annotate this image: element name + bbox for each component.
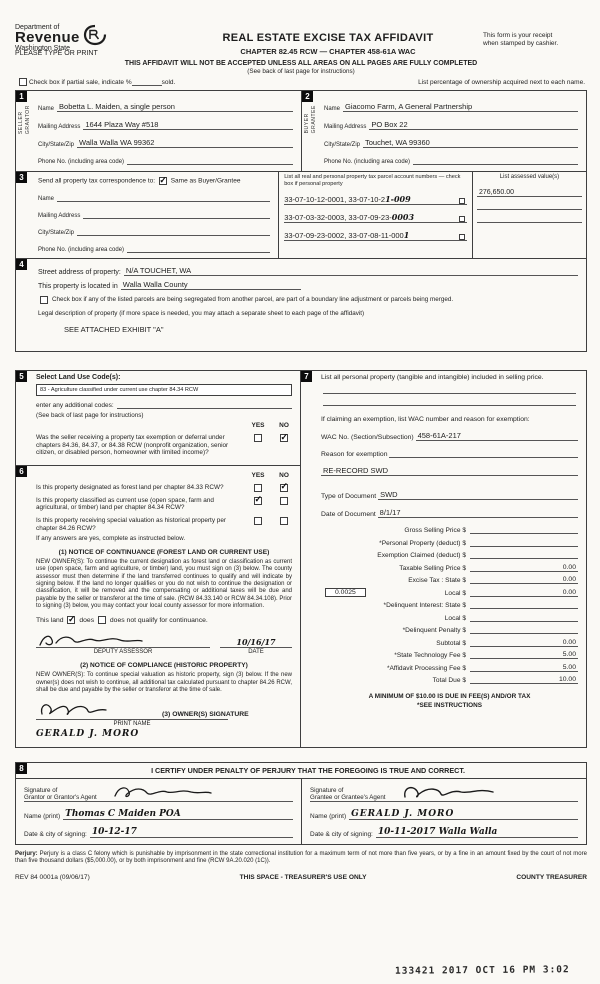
assessed-value-blank-1[interactable]: [477, 197, 582, 210]
buyer-name-label: Name: [324, 106, 341, 112]
parcel-line-1: [284, 194, 467, 205]
historic-no-checkbox[interactable]: [280, 517, 288, 525]
exemption-question: Was the seller receiving a property tax exemption or deferral under chapters 84.36, 84.37, or 84.38 RCW (nonprofit organization, senior citizen, or disabled person, homeowner with limited income)?: [36, 434, 229, 457]
current-use-question-row: [36, 494, 292, 512]
form-title: REAL ESTATE EXCISE TAX AFFIDAVIT: [222, 32, 434, 44]
grantee-signature-label: Signature of Grantee or Grantee's Agent: [310, 787, 386, 802]
located-in-label: This property is located in: [38, 283, 118, 290]
additional-codes-row: [36, 401, 292, 409]
treasurer-space-label: THIS SPACE - TREASURER'S USE ONLY: [239, 873, 367, 881]
yes-no-header-6: YES NO: [251, 471, 289, 479]
taxable-selling-price-field[interactable]: 0.00: [470, 564, 578, 572]
same-as-buyer-checkbox[interactable]: ✓: [159, 174, 167, 185]
form-chapter: CHAPTER 82.45 RCW — CHAPTER 458-61A WAC: [240, 47, 416, 56]
continuance-qualify-line: [36, 613, 292, 625]
form-header: [15, 24, 587, 56]
correspondence-name-label: Name: [38, 196, 55, 202]
exemption-no-checkbox[interactable]: ✓: [280, 431, 289, 442]
does-not-qualify-checkbox[interactable]: [98, 616, 106, 624]
dept-of-text: Department of: [15, 24, 60, 31]
title-block: [173, 24, 483, 56]
owner-signature-label: (3) OWNER(S) SIGNATURE: [162, 711, 249, 719]
additional-codes-label: enter any additional codes:: [36, 402, 114, 409]
see-back-note: (See back of last page for instructions): [247, 68, 355, 75]
partial-sale-row: [15, 78, 587, 86]
correspondence-csz-label: City/State/Zip: [38, 230, 75, 236]
assessed-value-column: [472, 172, 586, 258]
buyer-csz-row: [324, 138, 578, 148]
parcel-line-3: [284, 230, 467, 241]
buyer-phone-field[interactable]: [413, 156, 578, 165]
wac-number-label: WAC No. (Section/Subsection): [321, 434, 414, 441]
print-name-label: PRINT NAME: [113, 721, 151, 728]
delinquent-interest-local-row: Local $: [321, 614, 578, 622]
please-type-or-print: PLEASE TYPE OR PRINT: [15, 50, 98, 57]
delinquent-interest-state-row: *Delinquent Interest: State $: [321, 601, 578, 609]
section-1-badge: 1: [16, 91, 27, 102]
buyer-phone-row: [324, 156, 578, 165]
certification-statement: I CERTIFY UNDER PENALTY OF PERJURY THAT THE FOREGOING IS TRUE AND CORRECT.: [151, 766, 465, 776]
delinquent-penalty-row: *Delinquent Penalty $: [321, 626, 578, 634]
affidavit-processing-fee-field[interactable]: 5.00: [470, 664, 578, 672]
grantee-signature-row[interactable]: [310, 782, 578, 802]
seller-csz-label: City/State/Zip: [38, 142, 75, 148]
parcel-numbers-header: List all real and personal property tax parcel account numbers — check box if personal property: [284, 174, 461, 187]
delinquent-penalty-field[interactable]: [470, 626, 578, 634]
parcel-2-handwritten: 0003: [391, 212, 415, 222]
excise-tax-state-field[interactable]: 0.00: [470, 576, 578, 584]
buyer-name-row: [324, 102, 578, 112]
notice-continuance-body: NEW OWNER(S): To continue the current designation as forest land or classification as current use (open space, farm and agriculture, or timber) land, you must sign on (3) below. The county assessor must then determine if the land transferred continues to qualify and will indicate by signing below. If the land no longer qualifies or you do not wish to continue the designation or classification, it will be removed and the compensating or additional taxes will be due and payable by the seller or transferor at the time of sale. (RCW 84.33.140 or RCW 84.34.108). Prior to signing (3) below, you may contact your local county assessor for more information.: [36, 559, 292, 609]
personal-property-checkbox-1[interactable]: [459, 198, 465, 204]
see-back-note-5: (See back of last page for instructions): [36, 412, 144, 419]
left-column: [16, 371, 301, 747]
does-qualify-checkbox[interactable]: ✓: [67, 613, 76, 624]
grantee-name-label: Name (print): [310, 813, 347, 821]
tax-computation-section: [301, 371, 586, 747]
current-use-yes-checkbox[interactable]: ✓: [254, 494, 263, 505]
historic-question-row: [36, 517, 292, 532]
seller-name-row: [38, 102, 293, 112]
reason-value-field[interactable]: RE-RECORD SWD: [321, 466, 578, 476]
grantee-name-field[interactable]: GERALD J. MORO: [349, 810, 578, 820]
sold-label: sold.: [161, 79, 176, 86]
send-correspondence-line: [38, 174, 270, 185]
correspondence-address-row: [38, 210, 270, 219]
receipt-note-line1: This form is your receipt: [483, 32, 553, 39]
seller-csz-field[interactable]: Walla Walla WA 99362: [77, 138, 293, 148]
grantee-certification: [301, 779, 586, 844]
local-tax-row: 0.0025 Local $ 0.00: [321, 589, 578, 597]
receipt-note: [483, 24, 587, 48]
completion-warning: THIS AFFIDAVIT WILL NOT BE ACCEPTED UNLESS ALL AREAS ON ALL PAGES ARE FULLY COMPLETED: [124, 60, 478, 67]
section-7-badge: 7: [301, 371, 312, 382]
date-label: DATE: [248, 649, 264, 656]
owner-signature-underline: [36, 719, 228, 720]
buyer-address-field[interactable]: PO Box 22: [369, 120, 578, 130]
exemption-yes-checkbox[interactable]: [254, 434, 262, 442]
legal-description-value[interactable]: SEE ATTACHED EXHIBIT "A": [64, 325, 164, 334]
perjury-lead: Perjury:: [15, 851, 38, 858]
personal-property-blank-2[interactable]: [323, 394, 576, 406]
parcel-numbers-column: [278, 172, 472, 258]
correspondence-name-field[interactable]: [57, 193, 270, 202]
personal-property-checkbox-3[interactable]: [459, 234, 465, 240]
form-number: REV 84 0001a (09/06/17): [15, 873, 90, 881]
grantor-signature-label: Signature of Grantor or Grantor's Agent: [24, 787, 97, 802]
perjury-body: Perjury is a class C felony which is punishable by imprisonment in the state correctional institution for a maximum term of not more than five years, or by a fine in an amount fixed by the court of not more than five thousand dollars ($5,000.00), or by both imprisonment and fine (RCW 9A.20.020 (1C)).: [15, 851, 587, 865]
buyer-address-row: [324, 120, 578, 130]
seller-name-field[interactable]: Bobetta L. Maiden, a single person: [57, 102, 293, 112]
grantee-date-label: Date & city of signing:: [310, 831, 373, 839]
doc-type-field[interactable]: SWD: [378, 490, 578, 500]
property-section: [16, 259, 586, 351]
correspondence-phone-label: Phone No. (including area code): [38, 247, 125, 253]
local-rate-box: 0.0025: [325, 588, 366, 597]
owner-signature: [36, 700, 126, 718]
parcel-line-2: [284, 212, 467, 223]
grantee-date-field[interactable]: 10-11-2017 Walla Walla: [376, 828, 578, 838]
legal-description-label: Legal description of property (if more space is needed, you may attach a separate sheet to each page of the affidavit): [38, 310, 365, 317]
ownership-note: List percentage of ownership acquired next to each name.: [418, 79, 585, 86]
grantor-name-field[interactable]: Thomas C Maiden POA: [63, 810, 293, 820]
parcel-3-handwritten: 1: [403, 230, 410, 240]
reason-blank-field[interactable]: [389, 449, 578, 458]
state-technology-fee-field[interactable]: 5.00: [470, 651, 578, 659]
historic-question: Is this property receiving special valuation as historical property per chapter 84.26 RCW?: [36, 516, 227, 532]
seller-grantor-side-label: SELLER GRANTOR: [18, 105, 31, 135]
section-5-badge: 5: [16, 371, 27, 382]
perjury-notice: [15, 851, 587, 865]
same-as-buyer-label: Same as Buyer/Grantee: [170, 177, 241, 185]
notice-continuance-title: (1) NOTICE OF CONTINUANCE (FOREST LAND OR CURRENT USE): [58, 549, 270, 557]
street-address-label: Street address of property:: [38, 269, 121, 276]
deputy-assessor-signature-line[interactable]: [36, 632, 210, 648]
section-2-badge: 2: [302, 91, 313, 102]
subtotal-row: Subtotal $ 0.00: [436, 638, 576, 647]
landuse-tax-box: [15, 370, 587, 748]
doc-date-label: Date of Document: [321, 511, 376, 518]
personal-property-blank-1[interactable]: [323, 382, 576, 394]
minimum-fee-note: A MINIMUM OF $10.00 IS DUE IN FEE(S) AND/OR TAX: [368, 693, 531, 700]
seller-address-row: [38, 120, 293, 130]
grantor-name-row: [24, 810, 293, 820]
correspondence-csz-row: [38, 227, 270, 236]
taxable-selling-price-row: Taxable Selling Price $ 0.00: [399, 563, 576, 572]
affidavit-processing-fee-row: *Affidavit Processing Fee $ 5.00: [386, 663, 576, 672]
dor-logo-text: [15, 24, 80, 52]
assessed-value-blank-2[interactable]: [477, 210, 582, 223]
section-3-badge: 3: [16, 172, 27, 183]
parties-and-property-box: [15, 90, 587, 352]
street-address-field[interactable]: N/A TOUCHET, WA: [124, 266, 578, 276]
land-use-section: [16, 371, 300, 466]
parties-row: [16, 91, 586, 172]
reason-value-row: [321, 466, 578, 476]
seller-csz-row: [38, 138, 293, 148]
forest-yes-checkbox[interactable]: [254, 484, 262, 492]
delinquent-interest-state-field[interactable]: [470, 601, 578, 609]
delinquent-interest-local-field[interactable]: [470, 614, 578, 622]
grantor-signature: [107, 783, 217, 801]
gross-selling-price-field[interactable]: [470, 526, 578, 534]
personal-property-deduct-field[interactable]: [470, 539, 578, 547]
excise-tax-state-row: Excise Tax : State $ 0.00: [408, 576, 576, 584]
located-in-field[interactable]: Walla Walla County: [121, 280, 301, 290]
forest-land-question-row: [36, 481, 292, 492]
buyer-section: [301, 91, 586, 171]
dor-logo: [15, 24, 173, 52]
exemption-claim-label: If claiming an exemption, list WAC number and reason for exemption:: [321, 416, 530, 423]
dept-name-text: Revenue: [15, 29, 80, 46]
buyer-csz-field[interactable]: Touchet, WA 99360: [363, 138, 578, 148]
grantee-date-row: [310, 828, 578, 838]
seller-section: [16, 91, 301, 171]
grantor-signature-row[interactable]: [24, 782, 293, 802]
receipt-note-line2: when stamped by cashier.: [483, 40, 559, 47]
notice-compliance-body: NEW OWNER(S): To continue special valuation as historic property, sign (3) below. If the new owner(s) does not wish to continue, all additional tax calculated pursuant to chapter 84.26 RCW, shall be due and payable by the seller or transferor at the time of sale.: [36, 672, 292, 693]
correspondence-address-label: Mailing Address: [38, 213, 81, 219]
seller-phone-label: Phone No. (including area code): [38, 159, 125, 165]
cashier-date-stamp: 133421 2017 OCT 16 PM 3:02: [395, 964, 571, 977]
owner-print-name-value: GERALD J. MORO: [36, 729, 140, 740]
doc-date-row: [321, 508, 578, 518]
assessed-value-header: List assessed value(s): [499, 174, 560, 180]
send-correspondence-label: Send all property tax correspondence to:: [38, 177, 156, 185]
deputy-date-field[interactable]: 10/16/17: [220, 632, 292, 648]
personal-property-label: List all personal property (tangible and intangible) included in selling price.: [321, 374, 544, 381]
notice-compliance-title: (2) NOTICE OF COMPLIANCE (HISTORIC PROPERTY): [80, 662, 248, 670]
parcel-1-handwritten: 1-009: [385, 194, 411, 204]
local-tax-field[interactable]: 0.00: [470, 589, 578, 597]
total-due-field[interactable]: 10.00: [470, 676, 578, 684]
if-yes-note: If any answers are yes, complete as instructed below.: [36, 535, 186, 543]
this-land-label: This land: [36, 617, 64, 625]
segregated-label: Check box if any of the listed parcels are being segregated from another parcel, are part of a boundary line adjustment or parcels being merged.: [52, 296, 454, 303]
exemption-question-row: [36, 431, 292, 457]
section-4-badge: 4: [16, 259, 27, 270]
wac-number-row: [321, 431, 578, 441]
correspondence-row: [16, 172, 586, 259]
deputy-assessor-label: DEPUTY ASSESSOR: [93, 649, 153, 656]
partial-sale-checkbox[interactable]: [19, 78, 27, 86]
parcel-2-printed[interactable]: 33-07-03-32-0003, 33-07-09-23-: [284, 213, 392, 222]
footer-row: [15, 874, 587, 881]
total-due-row: Total Due $ 10.00: [432, 676, 576, 684]
segregated-row: [38, 296, 578, 304]
doc-type-label: Type of Document: [321, 493, 377, 500]
dept-state-text: Washington State: [15, 45, 70, 52]
doc-date-field[interactable]: 8/1/17: [378, 508, 578, 518]
forest-land-question: Is this property designated as forest land per chapter 84.33 RCW?: [36, 483, 224, 491]
buyer-address-label: Mailing Address: [324, 124, 367, 130]
seller-phone-field[interactable]: [127, 156, 293, 165]
exemption-claimed-row: Exemption Claimed (deduct) $: [321, 551, 578, 559]
correspondence-section: [16, 172, 278, 258]
seller-phone-row: [38, 156, 293, 165]
street-address-row: [38, 266, 578, 276]
parcel-3-printed[interactable]: 33-07-09-23-0002, 33-07-08-11-000: [284, 231, 404, 240]
revenue-swoosh-icon: [83, 24, 107, 46]
parcel-1-printed[interactable]: 33-07-10-12-0001, 33-07-10-2: [284, 195, 386, 204]
wac-number-field[interactable]: 458-61A-217: [416, 431, 578, 441]
certification-columns: [16, 779, 586, 844]
segregated-checkbox[interactable]: [40, 296, 48, 304]
owner-signature-line[interactable]: [36, 700, 156, 718]
grantor-name-label: Name (print): [24, 813, 61, 821]
grantor-date-row: [24, 828, 293, 838]
correspondence-csz-field[interactable]: [77, 227, 270, 236]
deputy-assessor-signature: [36, 632, 146, 648]
correspondence-phone-row: [38, 244, 270, 253]
buyer-csz-label: City/State/Zip: [324, 142, 361, 148]
see-instructions-note: *SEE INSTRUCTIONS: [417, 702, 482, 709]
reason-label: Reason for exemption: [321, 451, 388, 458]
deputy-assessor-signature-row[interactable]: [36, 632, 292, 648]
current-use-question: Is this property classified as current use (open space, farm and agricultural, or timber) land per chapter 84.34 RCW?: [36, 496, 214, 512]
partial-sale-label: Check box if partial sale, indicate %: [29, 79, 132, 86]
buyer-grantee-side-label: BUYER GRANTEE: [304, 105, 317, 134]
personal-property-deduct-row: *Personal Property (deduct) $: [321, 539, 578, 547]
land-use-label: Select Land Use Code(s):: [36, 374, 121, 381]
seller-address-field[interactable]: 1644 Plaza Way #518: [83, 120, 293, 130]
does-label: does: [79, 617, 95, 625]
section-8-badge: 8: [16, 763, 27, 774]
gross-selling-price-row: Gross Selling Price $: [321, 526, 578, 534]
grantor-date-label: Date & city of signing:: [24, 831, 87, 839]
correspondence-phone-field[interactable]: [127, 244, 270, 253]
percent-blank-field[interactable]: [132, 78, 162, 86]
located-in-row: [38, 280, 578, 290]
buyer-phone-label: Phone No. (including area code): [324, 159, 411, 165]
correspondence-address-field[interactable]: [83, 210, 270, 219]
historic-yes-checkbox[interactable]: [254, 517, 262, 525]
land-use-code-field[interactable]: 83 - Agriculture classified under current use chapter 84.34 RCW: [36, 384, 292, 396]
owner-signature-row[interactable]: [36, 700, 292, 718]
continuance-section: [16, 466, 300, 747]
buyer-name-field[interactable]: Giacomo Farm, A General Partnership: [343, 102, 578, 112]
seller-address-label: Mailing Address: [38, 124, 81, 130]
exemption-claimed-field[interactable]: [470, 551, 578, 559]
grantor-certification: [16, 779, 301, 844]
certification-section: [15, 762, 587, 845]
forest-no-checkbox[interactable]: ✓: [280, 481, 289, 492]
county-treasurer-label: COUNTY TREASURER: [516, 873, 587, 881]
grantor-date-field[interactable]: 10-12-17: [90, 828, 293, 838]
additional-codes-field[interactable]: [117, 401, 292, 409]
does-not-label: does not qualify for continuance.: [109, 617, 208, 625]
correspondence-name-row: [38, 193, 270, 202]
doc-type-row: [321, 490, 578, 500]
seller-name-label: Name: [38, 106, 55, 112]
subtotal-field[interactable]: 0.00: [470, 639, 578, 647]
yes-no-header-5: YES NO: [251, 422, 289, 429]
personal-property-checkbox-2[interactable]: [459, 216, 465, 222]
assessed-value-field[interactable]: 276,650.00: [477, 189, 582, 197]
deputy-assessor-labels: [36, 649, 292, 655]
section-6-badge: 6: [16, 466, 27, 477]
grantee-name-row: [310, 810, 578, 820]
reason-row: [321, 449, 578, 458]
state-technology-fee-row: *State Technology Fee $ 5.00: [394, 651, 576, 659]
grantee-signature: [395, 783, 505, 801]
current-use-no-checkbox[interactable]: [280, 497, 288, 505]
certification-header: [16, 763, 586, 779]
